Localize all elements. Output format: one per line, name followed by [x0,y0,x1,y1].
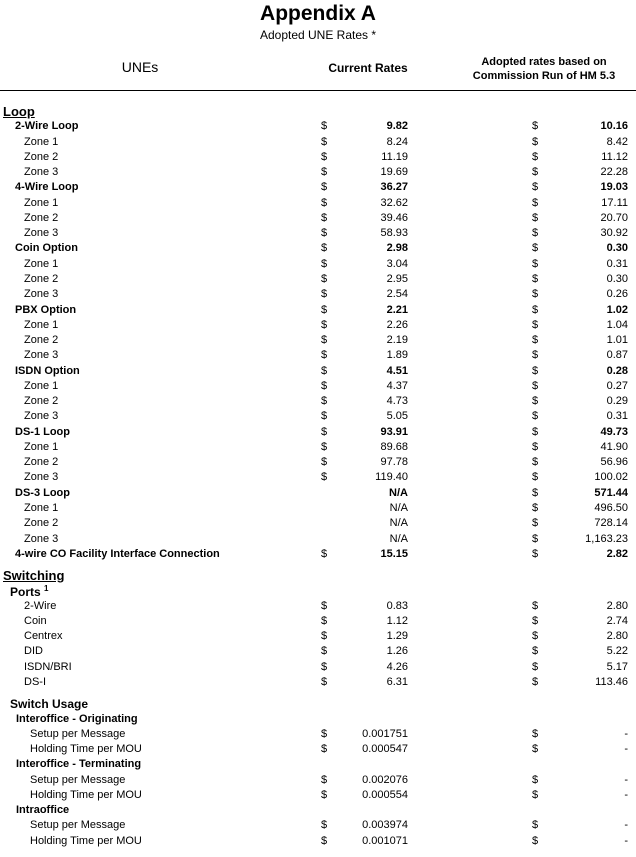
current-rate-dollar: $ [321,728,328,740]
row-label: Zone 1 [24,197,59,209]
current-rate-value: 2.98 [386,242,408,254]
current-rate-value: 58.93 [380,227,408,239]
adopted-rate-dollar: $ [532,615,539,627]
current-rate-value: 1.89 [386,349,408,361]
adopted-rate-value: 20.70 [600,212,628,224]
row-label: Coin Option [15,242,78,254]
current-rate-value: 3.04 [386,258,408,270]
current-rate-value: 2.54 [386,288,408,300]
adopted-rate-value: - [624,819,628,831]
current-rate-value: 0.002076 [362,774,408,786]
current-rate-dollar: $ [321,181,328,193]
row-label: Zone 3 [24,349,59,361]
adopted-rate-value: 2.80 [606,630,628,642]
adopted-rate-value: 0.29 [606,395,628,407]
row-label: Zone 2 [24,395,59,407]
adopted-rate-value: - [624,774,628,786]
table-row [0,548,636,563]
row-label: DS-3 Loop [15,487,70,499]
current-rate-value: 0.001071 [362,835,408,847]
current-rate-dollar: $ [321,304,328,316]
adopted-rate-dollar: $ [532,319,539,331]
adopted-rate-dollar: $ [532,197,539,209]
table-row [0,319,636,334]
table-row [0,743,636,758]
adopted-rate-value: 56.96 [600,456,628,468]
row-label: Zone 3 [24,227,59,239]
adopted-rate-dollar: $ [532,819,539,831]
adopted-rate-dollar: $ [532,365,539,377]
current-rate-value: N/A [389,533,408,545]
adopted-rate-dollar: $ [532,743,539,755]
column-header-adopted-line2: Commission Run of HM 5.3 [472,70,616,82]
current-rate-value: 89.68 [380,441,408,453]
table-row [0,645,636,660]
adopted-rate-dollar: $ [532,548,539,560]
table-row [0,120,636,135]
current-rate-dollar: $ [321,395,328,407]
table-row [0,584,636,599]
current-rate-value: 0.003974 [362,819,408,831]
row-label: DS-1 Loop [15,426,70,438]
current-rate-value: 1.26 [386,645,408,657]
adopted-rate-dollar: $ [532,456,539,468]
adopted-rate-dollar: $ [532,227,539,239]
adopted-rate-dollar: $ [532,630,539,642]
current-rate-dollar: $ [321,676,328,688]
current-rate-dollar: $ [321,273,328,285]
footnote-marker: 1 [44,584,49,593]
row-label: Setup per Message [30,774,126,786]
current-rate-value: 0.000554 [362,789,408,801]
current-rate-value: 2.19 [386,334,408,346]
table-row [0,819,636,834]
table-row [0,151,636,166]
row-label: Zone 3 [24,533,59,545]
adopted-rate-dollar: $ [532,835,539,847]
current-rate-value: 9.82 [386,120,408,132]
current-rate-dollar: $ [321,645,328,657]
table-row [0,517,636,532]
adopted-rate-value: - [624,743,628,755]
current-rate-value: 0.83 [386,600,408,612]
table-row [0,456,636,471]
adopted-rate-value: 17.11 [601,197,628,209]
table-row [0,212,636,227]
column-header-unes: UNEs [121,59,159,75]
adopted-rate-value: - [624,728,628,740]
current-rate-dollar: $ [321,615,328,627]
current-rate-value: 4.51 [386,365,408,377]
current-rate-value: 4.26 [386,661,408,673]
row-label: Zone 2 [24,456,59,468]
adopted-rate-dollar: $ [532,349,539,361]
adopted-rate-dollar: $ [532,380,539,392]
table-row [0,487,636,502]
adopted-rate-dollar: $ [532,533,539,545]
table-row [0,789,636,804]
adopted-rate-dollar: $ [532,242,539,254]
current-rate-value: 19.69 [380,166,408,178]
current-rate-value: 36.27 [380,181,408,193]
current-rate-dollar: $ [321,410,328,422]
current-rate-dollar: $ [321,288,328,300]
current-rate-value: 8.24 [386,136,408,148]
page-subtitle: Adopted UNE Rates * [259,28,377,42]
adopted-rate-dollar: $ [532,334,539,346]
current-rate-value: 4.73 [386,395,408,407]
current-rate-dollar: $ [321,319,328,331]
current-rate-dollar: $ [321,151,328,163]
table-row [0,758,636,773]
current-rate-value: 97.78 [380,456,408,468]
adopted-rate-dollar: $ [532,304,539,316]
table-row [0,349,636,364]
adopted-rate-dollar: $ [532,181,539,193]
adopted-rate-value: 728.14 [594,517,628,529]
row-label: Holding Time per MOU [30,789,142,801]
adopted-rate-dollar: $ [532,774,539,786]
table-row [0,728,636,743]
current-rate-value: 2.95 [386,273,408,285]
adopted-rate-dollar: $ [532,441,539,453]
current-rate-dollar: $ [321,743,328,755]
table-row [0,615,636,630]
row-label: Zone 1 [24,441,59,453]
current-rate-value: 5.05 [386,410,408,422]
adopted-rate-dollar: $ [532,212,539,224]
adopted-rate-value: 2.74 [606,615,628,627]
adopted-rate-dollar: $ [532,676,539,688]
adopted-rate-value: 1.04 [606,319,628,331]
row-label: Zone 1 [24,258,59,270]
section-header [0,104,636,119]
current-rate-value: 1.12 [386,615,408,627]
table-row [0,502,636,517]
adopted-rate-value: 41.90 [600,441,628,453]
current-rate-value: N/A [389,502,408,514]
adopted-rate-value: 49.73 [600,426,628,438]
current-rate-value: 1.29 [386,630,408,642]
table-row [0,713,636,728]
adopted-rate-dollar: $ [532,136,539,148]
current-rate-value: 2.21 [386,304,408,316]
table-row [0,661,636,676]
table-row [0,676,636,691]
current-rate-value: 2.26 [386,319,408,331]
current-rate-dollar: $ [321,212,328,224]
adopted-rate-dollar: $ [532,487,539,499]
table-row [0,471,636,486]
adopted-rate-dollar: $ [532,471,539,483]
row-label: Ports $^1$ [10,584,49,599]
current-rate-dollar: $ [321,136,328,148]
adopted-rate-dollar: $ [532,258,539,270]
table-row [0,288,636,303]
row-label: Zone 2 [24,517,59,529]
adopted-rate-dollar: $ [532,645,539,657]
current-rate-dollar: $ [321,349,328,361]
adopted-rate-value: 100.02 [594,471,628,483]
row-label: Zone 3 [24,288,59,300]
row-label: Zone 1 [24,136,59,148]
row-label: Setup per Message [30,819,126,831]
current-rate-dollar: $ [321,334,328,346]
current-rate-value: 6.31 [386,676,408,688]
adopted-rate-value: 0.28 [606,365,628,377]
adopted-rate-value: - [624,789,628,801]
table-row [0,441,636,456]
row-label: Zone 3 [24,166,59,178]
table-row [0,304,636,319]
current-rate-dollar: $ [321,441,328,453]
adopted-rate-dollar: $ [532,661,539,673]
adopted-rate-dollar: $ [532,151,539,163]
adopted-rate-value: 0.30 [606,273,628,285]
adopted-rate-dollar: $ [532,502,539,514]
current-rate-dollar: $ [321,258,328,270]
adopted-rate-value: 1,163.23 [585,533,628,545]
adopted-rate-value: 496.50 [594,502,628,514]
adopted-rate-dollar: $ [532,166,539,178]
adopted-rate-value: 0.87 [606,349,628,361]
adopted-rate-value: 22.28 [600,166,628,178]
current-rate-dollar: $ [321,197,328,209]
current-rate-dollar: $ [321,471,328,483]
table-row [0,273,636,288]
row-label: Zone 2 [24,212,59,224]
adopted-rate-value: 0.30 [606,242,628,254]
adopted-rate-value: 0.31 [606,258,628,270]
adopted-rate-dollar: $ [532,517,539,529]
row-label: Loop [3,104,35,119]
adopted-rate-value: 113.46 [595,676,628,688]
table-row [0,365,636,380]
table-row [0,334,636,349]
current-rate-dollar: $ [321,456,328,468]
adopted-rate-value: 571.44 [594,487,628,499]
current-rate-value: 119.40 [375,471,408,483]
column-header-current-rates: Current Rates [328,61,408,75]
table-row [0,395,636,410]
row-label: Setup per Message [30,728,126,740]
table-row [0,136,636,151]
row-label: Zone 3 [24,410,59,422]
current-rate-dollar: $ [321,120,328,132]
adopted-rate-value: 30.92 [600,227,628,239]
table-row [0,197,636,212]
current-rate-dollar: $ [321,630,328,642]
section-header [0,568,636,583]
row-label: 2-Wire Loop [15,120,79,132]
table-row [0,630,636,645]
table-row [0,697,636,712]
row-label: Zone 2 [24,151,59,163]
current-rate-dollar: $ [321,819,328,831]
row-label: 2-Wire [24,600,57,612]
row-label: Switching [3,568,65,583]
adopted-rate-value: 1.02 [606,304,628,316]
adopted-rate-dollar: $ [532,273,539,285]
row-label: Zone 1 [24,502,59,514]
table-row [0,181,636,196]
current-rate-value: 32.62 [380,197,408,209]
adopted-rate-value: 5.17 [606,661,628,673]
row-label: 4-Wire Loop [15,181,79,193]
current-rate-dollar: $ [321,548,328,560]
current-rate-dollar: $ [321,774,328,786]
row-label: Coin [24,615,47,627]
adopted-rate-dollar: $ [532,395,539,407]
adopted-rate-value: 19.03 [600,181,628,193]
row-label: Zone 1 [24,319,59,331]
row-label: ISDN Option [15,365,80,377]
row-label: Holding Time per MOU [30,743,142,755]
adopted-rate-dollar: $ [532,120,539,132]
current-rate-value: 0.000547 [362,743,408,755]
adopted-rate-value: 0.26 [606,288,628,300]
current-rate-value: 39.46 [380,212,408,224]
current-rate-value: N/A [389,517,408,529]
table-row [0,426,636,441]
current-rate-dollar: $ [321,380,328,392]
adopted-rate-value: 0.31 [606,410,628,422]
page-title: Appendix A [260,2,376,25]
table-row [0,166,636,181]
column-header-adopted-line1: Adopted rates based on [481,56,607,68]
row-label: Zone 3 [24,471,59,483]
table-row [0,804,636,819]
table-row [0,600,636,615]
current-rate-value: 0.001751 [362,728,408,740]
adopted-rate-value: - [624,835,628,847]
adopted-rate-dollar: $ [532,789,539,801]
adopted-rate-dollar: $ [532,410,539,422]
row-label: Interoffice - Terminating [16,758,142,770]
current-rate-value: 93.91 [380,426,408,438]
row-label: Interoffice - Originating [16,713,138,725]
adopted-rate-value: 5.22 [606,645,628,657]
adopted-rate-dollar: $ [532,288,539,300]
row-label: Centrex [24,630,63,642]
current-rate-value: 4.37 [386,380,408,392]
current-rate-dollar: $ [321,365,328,377]
table-row [0,227,636,242]
current-rate-dollar: $ [321,789,328,801]
current-rate-value: 15.15 [380,548,408,560]
current-rate-dollar: $ [321,227,328,239]
current-rate-dollar: $ [321,166,328,178]
adopted-rate-dollar: $ [532,728,539,740]
adopted-rate-value: 10.16 [600,120,628,132]
adopted-rate-value: 8.42 [606,136,628,148]
adopted-rate-value: 0.27 [606,380,628,392]
table-row [0,835,636,850]
adopted-rate-value: 2.82 [606,548,628,560]
table-row [0,774,636,789]
adopted-rate-dollar: $ [532,600,539,612]
current-rate-value: 11.19 [381,151,408,163]
row-label: ISDN/BRI [24,661,72,673]
current-rate-dollar: $ [321,600,328,612]
adopted-rate-value: 11.12 [601,151,628,163]
row-label: Holding Time per MOU [30,835,142,847]
table-row [0,410,636,425]
table-row [0,533,636,548]
current-rate-dollar: $ [321,426,328,438]
adopted-rate-value: 1.01 [606,334,628,346]
adopted-rate-value: 2.80 [606,600,628,612]
current-rate-dollar: $ [321,242,328,254]
current-rate-dollar: $ [321,835,328,847]
row-label: Intraoffice [16,804,70,816]
row-label: DID [24,645,43,657]
row-label: PBX Option [15,304,77,316]
row-label: Switch Usage [10,697,89,711]
row-label: Zone 2 [24,273,59,285]
table-row [0,242,636,257]
current-rate-dollar: $ [321,661,328,673]
row-label: Zone 2 [24,334,59,346]
row-label: 4-wire CO Facility Interface Connection [15,548,220,560]
current-rate-value: N/A [389,487,408,499]
adopted-rate-dollar: $ [532,426,539,438]
table-row [0,380,636,395]
row-label: Zone 1 [24,380,59,392]
row-label: DS-I [24,676,46,688]
table-row [0,258,636,273]
